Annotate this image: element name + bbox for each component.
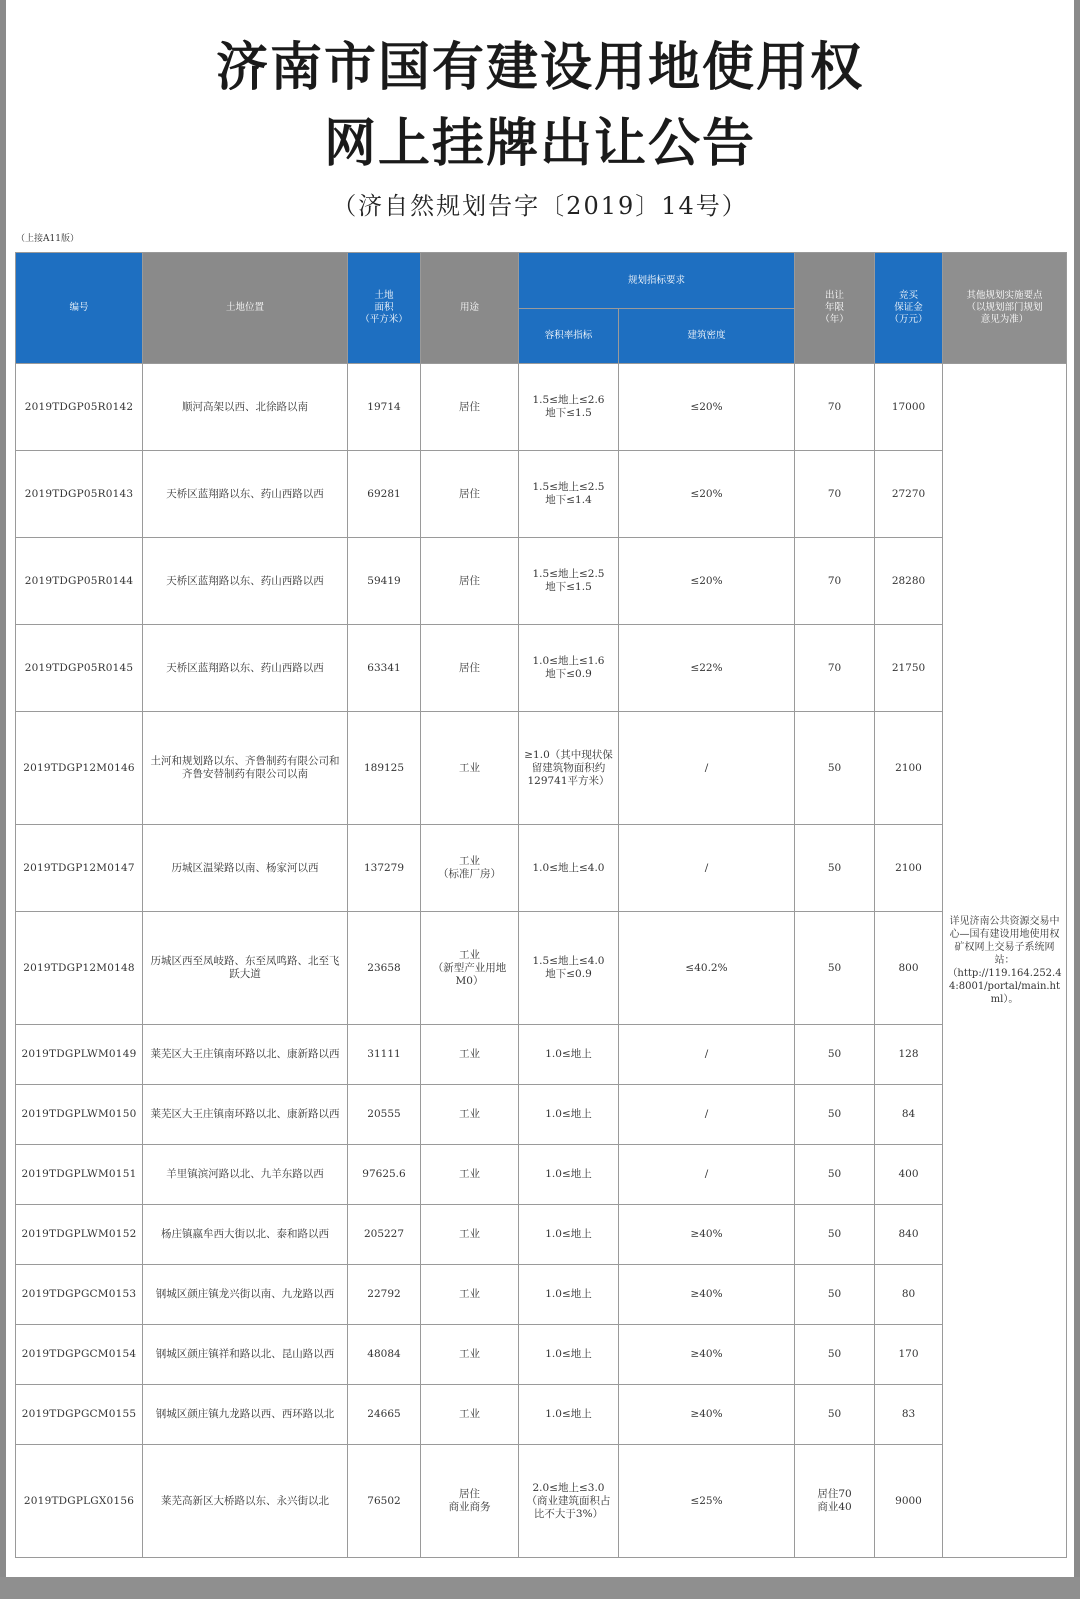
area-cell: 22792 — [348, 1265, 421, 1325]
location-cell: 历城区西至凤岐路、东至凤鸣路、北至飞跃大道 — [143, 912, 348, 1025]
term-cell: 50 — [795, 712, 875, 825]
term-cell: 50 — [795, 912, 875, 1025]
document-number: （济自然规划告字〔2019〕14号） — [332, 192, 748, 220]
term-cell: 50 — [795, 1085, 875, 1145]
area-cell: 48084 — [348, 1325, 421, 1385]
table-row — [16, 1145, 1067, 1205]
term-cell: 50 — [795, 1265, 875, 1325]
table-row — [16, 538, 1067, 625]
area-cell: 31111 — [348, 1025, 421, 1085]
use-cell: 工业 — [421, 1025, 519, 1085]
far-cell: 1.0≤地上 — [519, 1205, 619, 1265]
use-cell: 工业 — [421, 1085, 519, 1145]
header-density: 建筑密度 — [619, 309, 795, 364]
deposit-cell: 17000 — [875, 364, 943, 451]
density-cell: / — [619, 712, 795, 825]
continued-from-note: （上接A11版） — [16, 234, 79, 244]
table-row — [16, 1385, 1067, 1445]
land-parcel-table — [15, 252, 1067, 1558]
use-cell: 居住 商业商务 — [421, 1445, 519, 1558]
area-cell: 76502 — [348, 1445, 421, 1558]
far-cell: 1.5≤地上≤4.0 地下≤0.9 — [519, 912, 619, 1025]
far-cell: 1.0≤地上 — [519, 1025, 619, 1085]
area-cell: 23658 — [348, 912, 421, 1025]
location-cell: 天桥区蓝翔路以东、药山西路以西 — [143, 625, 348, 712]
term-cell: 70 — [795, 364, 875, 451]
parcel-id-cell: 2019TDGP05R0142 — [16, 364, 143, 451]
table-row — [16, 912, 1067, 1025]
parcel-id-cell: 2019TDGPGCM0155 — [16, 1385, 143, 1445]
parcel-id-cell: 2019TDGP12M0148 — [16, 912, 143, 1025]
use-cell: 工业 — [421, 1265, 519, 1325]
density-cell: ≥40% — [619, 1385, 795, 1445]
location-cell: 天桥区蓝翔路以东、药山西路以西 — [143, 538, 348, 625]
deposit-cell: 170 — [875, 1325, 943, 1385]
notice-title-line-2: 网上挂牌出让公告 — [323, 113, 756, 174]
density-cell: / — [619, 825, 795, 912]
density-cell: ≤20% — [619, 364, 795, 451]
location-cell: 钢城区颜庄镇祥和路以北、昆山路以西 — [143, 1325, 348, 1385]
parcel-id-cell: 2019TDGP05R0144 — [16, 538, 143, 625]
table-row — [16, 1445, 1067, 1558]
use-cell: 工业 — [421, 1385, 519, 1445]
parcel-id-cell: 2019TDGP12M0147 — [16, 825, 143, 912]
term-cell: 70 — [795, 625, 875, 712]
header-deposit: 竞买 保证金 （万元） — [875, 253, 943, 364]
use-cell: 工业 （新型产业用地M0） — [421, 912, 519, 1025]
far-cell: 1.0≤地上 — [519, 1085, 619, 1145]
area-cell: 97625.6 — [348, 1145, 421, 1205]
deposit-cell: 800 — [875, 912, 943, 1025]
deposit-cell: 83 — [875, 1385, 943, 1445]
table-row — [16, 1325, 1067, 1385]
location-cell: 顺河高架以西、北徐路以南 — [143, 364, 348, 451]
deposit-cell: 21750 — [875, 625, 943, 712]
use-cell: 居住 — [421, 538, 519, 625]
use-cell: 工业 — [421, 712, 519, 825]
parcel-id-cell: 2019TDGP05R0145 — [16, 625, 143, 712]
header-area: 土地 面积 （平方米） — [348, 253, 421, 364]
far-cell: ≥1.0（其中现状保留建筑物面积约129741平方米） — [519, 712, 619, 825]
location-cell: 土河和规划路以东、齐鲁制药有限公司和齐鲁安替制药有限公司以南 — [143, 712, 348, 825]
density-cell: / — [619, 1085, 795, 1145]
notice-title-line-1: 济南市国有建设用地使用权 — [215, 37, 864, 98]
term-cell: 50 — [795, 1325, 875, 1385]
term-cell: 70 — [795, 451, 875, 538]
parcel-id-cell: 2019TDGPLWM0152 — [16, 1205, 143, 1265]
header-remarks: 其他规划实施要点 （以规划部门规划 意见为准） — [943, 253, 1067, 364]
use-cell: 居住 — [421, 364, 519, 451]
remarks-cell: 详见济南公共资源交易中心—国有建设用地使用权矿权网上交易子系统网站：（http://119.164.252.44:8001/portal/main.html）。 — [943, 364, 1067, 1558]
table-row — [16, 451, 1067, 538]
area-cell: 63341 — [348, 625, 421, 712]
area-cell: 59419 — [348, 538, 421, 625]
use-cell: 居住 — [421, 451, 519, 538]
table-row — [16, 825, 1067, 912]
deposit-cell: 840 — [875, 1205, 943, 1265]
far-cell: 2.0≤地上≤3.0 （商业建筑面积占比不大于3%） — [519, 1445, 619, 1558]
table-row — [16, 364, 1067, 451]
area-cell: 20555 — [348, 1085, 421, 1145]
header-planning-requirements: 规划指标要求 — [519, 253, 795, 309]
density-cell: ≤22% — [619, 625, 795, 712]
location-cell: 莱芜高新区大桥路以东、永兴街以北 — [143, 1445, 348, 1558]
term-cell: 50 — [795, 1385, 875, 1445]
table-row — [16, 1085, 1067, 1145]
table-row — [16, 625, 1067, 712]
location-cell: 杨庄镇嬴牟西大街以北、泰和路以西 — [143, 1205, 348, 1265]
location-cell: 莱芜区大王庄镇南环路以北、康新路以西 — [143, 1085, 348, 1145]
deposit-cell: 27270 — [875, 451, 943, 538]
deposit-cell: 2100 — [875, 825, 943, 912]
parcel-id-cell: 2019TDGPGCM0153 — [16, 1265, 143, 1325]
parcel-id-cell: 2019TDGP05R0143 — [16, 451, 143, 538]
location-cell: 钢城区颜庄镇龙兴街以南、九龙路以西 — [143, 1265, 348, 1325]
page-frame-bottom — [0, 1577, 1080, 1599]
area-cell: 137279 — [348, 825, 421, 912]
parcel-id-cell: 2019TDGPLGX0156 — [16, 1445, 143, 1558]
deposit-cell: 80 — [875, 1265, 943, 1325]
page-frame-left — [0, 0, 6, 1599]
header-term: 出让 年限 （年） — [795, 253, 875, 364]
use-cell: 居住 — [421, 625, 519, 712]
parcel-id-cell: 2019TDGPGCM0154 — [16, 1325, 143, 1385]
density-cell: ≤20% — [619, 451, 795, 538]
density-cell: ≥40% — [619, 1205, 795, 1265]
term-cell: 50 — [795, 1025, 875, 1085]
area-cell: 19714 — [348, 364, 421, 451]
location-cell: 天桥区蓝翔路以东、药山西路以西 — [143, 451, 348, 538]
use-cell: 工业 — [421, 1325, 519, 1385]
table-row — [16, 1265, 1067, 1325]
density-cell: ≤20% — [619, 538, 795, 625]
parcel-id-cell: 2019TDGPLWM0151 — [16, 1145, 143, 1205]
term-cell: 50 — [795, 1205, 875, 1265]
far-cell: 1.0≤地上≤1.6 地下≤0.9 — [519, 625, 619, 712]
table-row — [16, 1025, 1067, 1085]
term-cell: 70 — [795, 538, 875, 625]
term-cell: 居住70 商业40 — [795, 1445, 875, 1558]
location-cell: 历城区温梁路以南、杨家河以西 — [143, 825, 348, 912]
deposit-cell: 400 — [875, 1145, 943, 1205]
density-cell: ≥40% — [619, 1325, 795, 1385]
parcel-id-cell: 2019TDGPLWM0150 — [16, 1085, 143, 1145]
far-cell: 1.0≤地上 — [519, 1385, 619, 1445]
location-cell: 莱芜区大王庄镇南环路以北、康新路以西 — [143, 1025, 348, 1085]
table-row — [16, 712, 1067, 825]
parcel-id-cell: 2019TDGPLWM0149 — [16, 1025, 143, 1085]
deposit-cell: 84 — [875, 1085, 943, 1145]
far-cell: 1.5≤地上≤2.6 地下≤1.5 — [519, 364, 619, 451]
deposit-cell: 2100 — [875, 712, 943, 825]
location-cell: 钢城区颜庄镇九龙路以西、西环路以北 — [143, 1385, 348, 1445]
area-cell: 205227 — [348, 1205, 421, 1265]
header-far: 容积率指标 — [519, 309, 619, 364]
location-cell: 羊里镇滨河路以北、九羊东路以西 — [143, 1145, 348, 1205]
density-cell: / — [619, 1025, 795, 1085]
density-cell: ≤40.2% — [619, 912, 795, 1025]
far-cell: 1.5≤地上≤2.5 地下≤1.5 — [519, 538, 619, 625]
term-cell: 50 — [795, 1145, 875, 1205]
use-cell: 工业 — [421, 1205, 519, 1265]
page-frame-right — [1074, 0, 1080, 1599]
density-cell: ≤25% — [619, 1445, 795, 1558]
far-cell: 1.0≤地上 — [519, 1265, 619, 1325]
header-use: 用途 — [421, 253, 519, 364]
far-cell: 1.0≤地上 — [519, 1325, 619, 1385]
area-cell: 189125 — [348, 712, 421, 825]
far-cell: 1.0≤地上≤4.0 — [519, 825, 619, 912]
far-cell: 1.5≤地上≤2.5 地下≤1.4 — [519, 451, 619, 538]
header-location: 土地位置 — [143, 253, 348, 364]
deposit-cell: 28280 — [875, 538, 943, 625]
deposit-cell: 128 — [875, 1025, 943, 1085]
density-cell: / — [619, 1145, 795, 1205]
table-row — [16, 1205, 1067, 1265]
parcel-id-cell: 2019TDGP12M0146 — [16, 712, 143, 825]
density-cell: ≥40% — [619, 1265, 795, 1325]
area-cell: 24665 — [348, 1385, 421, 1445]
term-cell: 50 — [795, 825, 875, 912]
use-cell: 工业 — [421, 1145, 519, 1205]
area-cell: 69281 — [348, 451, 421, 538]
far-cell: 1.0≤地上 — [519, 1145, 619, 1205]
deposit-cell: 9000 — [875, 1445, 943, 1558]
header-id: 编号 — [16, 253, 143, 364]
use-cell: 工业 （标准厂房） — [421, 825, 519, 912]
